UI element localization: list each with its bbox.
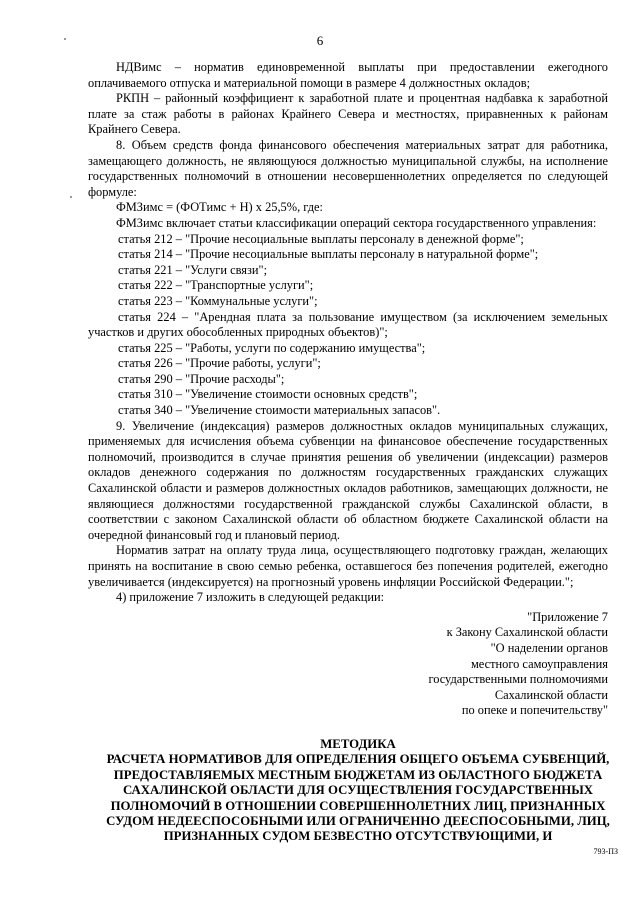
paragraph: РКПН – районный коэффициент к заработной плате и процентная надбавка к заработной плате за стаж работы в районах Крайнего Севера и местностях, приравненных к районам Крайнего Севера. bbox=[88, 91, 608, 137]
appendix-line: "О наделении органов bbox=[490, 640, 608, 655]
appendix-header bbox=[88, 610, 608, 719]
title-line: САХАЛИНСКОЙ ОБЛАСТИ ДЛЯ ОСУЩЕСТВЛЕНИЯ ГОСУДАРСТВЕННЫХ bbox=[122, 783, 594, 798]
appendix-line: Сахалинской области bbox=[494, 687, 608, 702]
appendix-line: государственными полномочиями bbox=[428, 672, 608, 687]
title-line: ПОЛНОМОЧИЙ В ОТНОШЕНИИ СОВЕРШЕННОЛЕТНИХ ЛИЦ, ПРИЗНАННЫХ bbox=[110, 798, 606, 813]
page-number: 6 bbox=[316, 33, 324, 48]
paragraph: 4) приложение 7 изложить в следующей редакции: bbox=[116, 590, 385, 605]
article-item: статья 340 – "Увеличение стоимости материальных запасов". bbox=[118, 403, 441, 418]
title-line: СУДОМ НЕДЕЕСПОСОБНЫМИ ИЛИ ОГРАНИЧЕННО ДЕЕСПОСОБНЫМИ, ЛИЦ, bbox=[106, 814, 610, 829]
paragraph: 8. Объем средств фонда финансового обеспечения материальных затрат для работника, замещающего должность, не являющуюся должностью муниципальной службы, на исполнение государственных полномочий в отношении несовершеннолетних определяется по следующей формуле: bbox=[88, 137, 608, 199]
document-code: 793-ПЗ bbox=[593, 847, 618, 856]
title-line: РАСЧЕТА НОРМАТИВОВ ДЛЯ ОПРЕДЕЛЕНИЯ ОБЩЕГО ОБЪЕМА СУБВЕНЦИЙ, bbox=[106, 752, 610, 767]
appendix-line: местного самоуправления bbox=[470, 656, 608, 671]
article-item: статья 224 – "Арендная плата за пользование имуществом (за исключением земельных участков и других обособленных природных объектов)"; bbox=[88, 309, 608, 340]
title-word: МЕТОДИКА bbox=[320, 737, 396, 751]
article-item: статья 221 – "Услуги связи"; bbox=[118, 262, 268, 277]
document-title bbox=[88, 737, 628, 845]
paragraph: НДВимс – норматив единовременной выплаты при предоставлении ежегодного оплачиваемого отпуска и материальной помощи в размере 4 должностных окладов; bbox=[88, 60, 608, 90]
article-item: статья 214 – "Прочие несоциальные выплаты персоналу в натуральной форме"; bbox=[118, 247, 539, 262]
article-item: статья 222 – "Транспортные услуги"; bbox=[118, 278, 314, 293]
appendix-line: по опеке и попечительству" bbox=[461, 703, 608, 718]
paragraph: 9. Увеличение (индексация) размеров должностных окладов муниципальных служащих, применяемых для исчисления объема субвенции на финансовое обеспечение государственных полномочий, производится в случае принятия решения об увеличении (индексации) размеров окладов денежного содержания по должностям государственных гражданских служащих Сахалинской области и размеров должностных окладов работников, замещающих должности, не являющиеся должностями государственной гражданской службы Сахалинской области, в соответствии с законом Сахалинской области об областном бюджете Сахалинской области на очередной финансовый год и плановый период. bbox=[88, 418, 608, 542]
title-line: ПРИЗНАННЫХ СУДОМ БЕЗВЕСТНО ОТСУТСТВУЮЩИМИ, И bbox=[163, 829, 553, 844]
article-item: статья 223 – "Коммунальные услуги"; bbox=[118, 293, 318, 308]
paragraph: Норматив затрат на оплату труда лица, осуществляющего подготовку граждан, желающих принять на воспитание в свою семью ребенка, оставшегося без попечения родителей, ежегодно увеличивается (индексируется) на прогнозный уровень инфляции Российской Федерации."; bbox=[88, 543, 608, 589]
article-item: статья 290 – "Прочие расходы"; bbox=[118, 371, 285, 386]
article-item: статья 310 – "Увеличение стоимости основных средств"; bbox=[118, 387, 418, 402]
title-line: ПРЕДОСТАВЛЯЕМЫХ МЕСТНЫМ БЮДЖЕТАМ ИЗ ОБЛАСТНОГО БЮДЖЕТА bbox=[113, 767, 603, 782]
paragraph: ФМЗимс включает статьи классификации операций сектора государственного управления: bbox=[116, 215, 597, 230]
article-item: статья 226 – "Прочие работы, услуги"; bbox=[118, 356, 321, 371]
appendix-line: к Закону Сахалинской области bbox=[446, 625, 608, 640]
formula: ФМЗимс = (ФОТимс + Н) х 25,5%, где: bbox=[116, 200, 323, 215]
article-item: статья 212 – "Прочие несоциальные выплаты персоналу в денежной форме"; bbox=[118, 231, 524, 246]
article-item: статья 225 – "Работы, услуги по содержанию имущества"; bbox=[118, 340, 426, 355]
appendix-line: "Приложение 7 bbox=[527, 609, 608, 624]
body-text bbox=[88, 60, 608, 719]
scan-speck bbox=[70, 196, 72, 198]
